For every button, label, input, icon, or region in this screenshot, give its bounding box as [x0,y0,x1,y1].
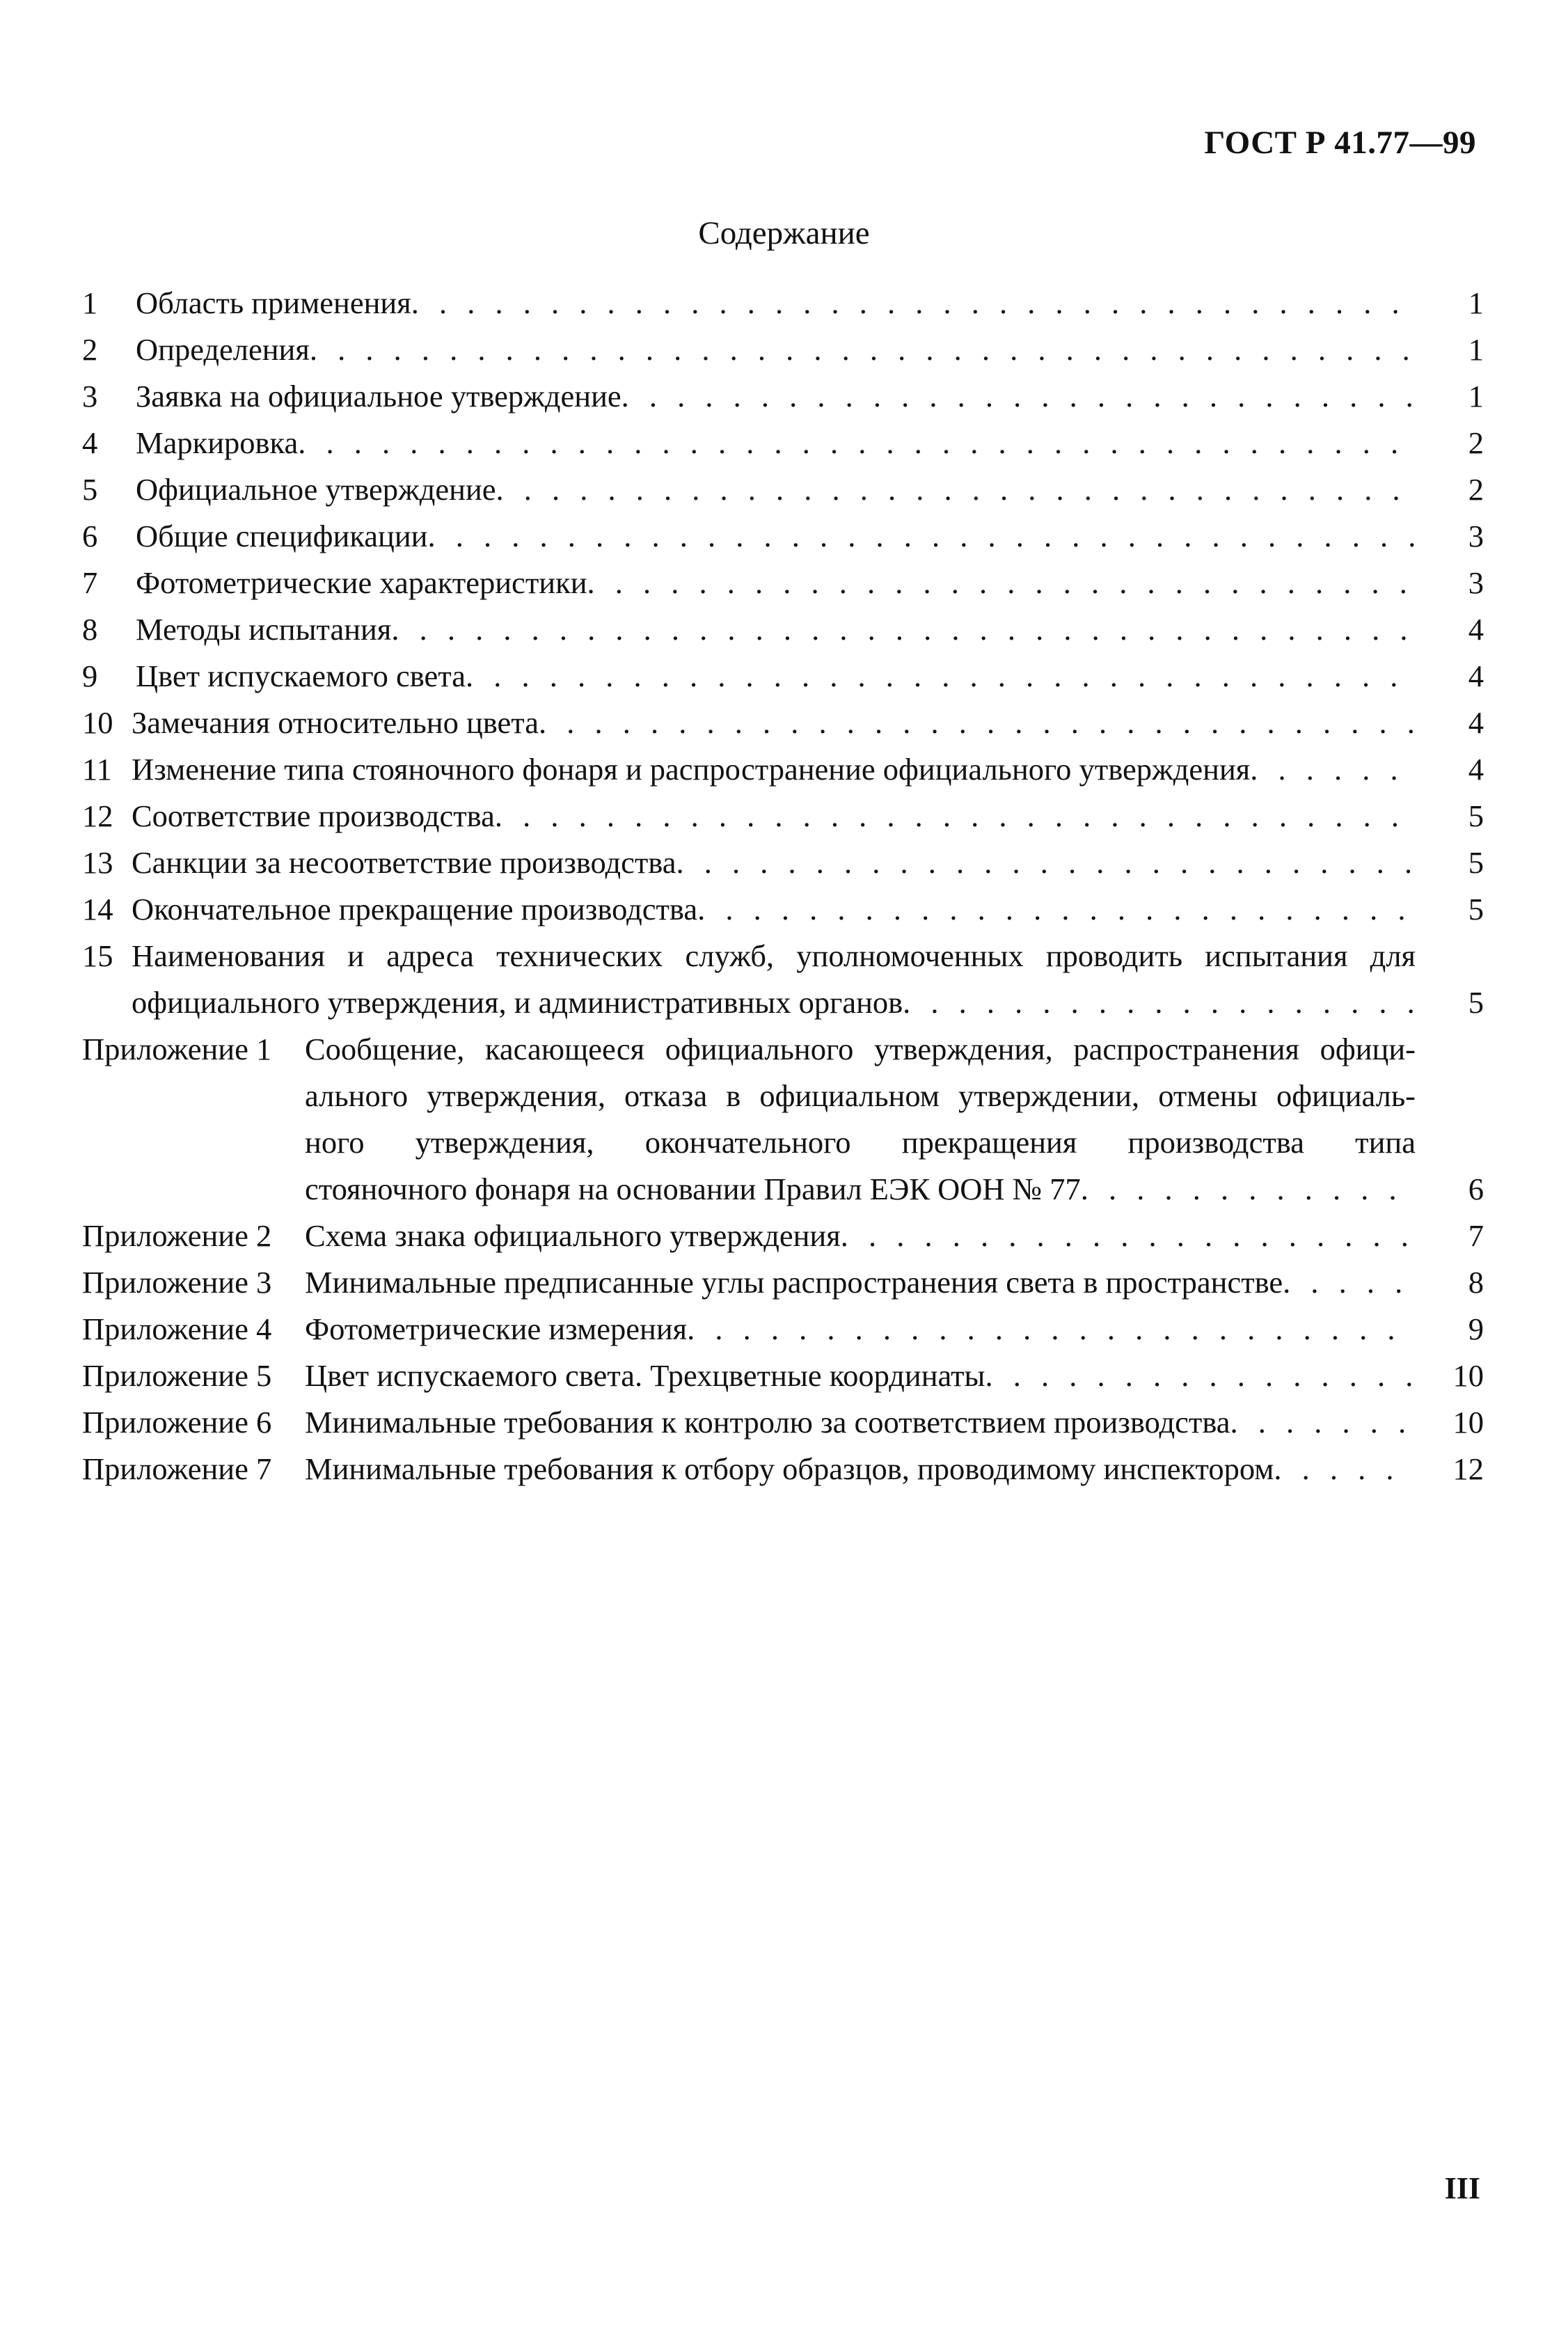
toc-title: Содержание [698,215,870,251]
entry-title: Определения [136,332,310,367]
dot-leader [466,653,1416,700]
entry-number: 9 [82,659,98,693]
entry-page: 5 [1468,845,1484,880]
toc-appendix-4[interactable] [82,1306,1484,1353]
entry-number: 11 [82,752,112,787]
toc-entry-7[interactable] [82,560,1484,606]
dot-leader [411,280,1416,326]
entry-page: 8 [1468,1265,1484,1300]
entry-page: 3 [1468,519,1484,553]
entry-number: 7 [82,565,98,600]
entry-page: 5 [1468,892,1484,927]
toc-entry-4[interactable] [82,420,1484,466]
toc-entry-9[interactable] [82,653,1484,700]
toc-appendix-2[interactable] [82,1213,1484,1259]
entry-page: 10 [1452,1405,1484,1440]
table-of-contents [82,280,1484,1492]
entry-title: Фотометрические измерения [305,1311,688,1346]
toc-entry-5[interactable] [82,466,1484,513]
entry-page: 6 [1468,1172,1484,1206]
entry-title-line: стояночного фонаря на основании Правил ЕЭК ООН № 77 [305,1172,1081,1206]
entry-title: Область применения [136,285,411,320]
dot-leader [427,513,1416,560]
toc-entry-13[interactable] [82,840,1484,886]
entry-title: Фотометрические характеристики [136,565,587,600]
entry-page: 5 [1468,798,1484,833]
toc-entry-12[interactable] [82,793,1484,840]
appendix-number: Приложение 5 [82,1358,272,1393]
entry-page: 9 [1468,1311,1484,1346]
entry-number: 4 [82,425,98,460]
dot-leader [391,606,1416,653]
entry-title: Соответствие производства [132,798,495,833]
dot-leader [298,420,1416,466]
entry-title: Официальное утверждение [136,472,496,507]
toc-entry-3[interactable] [82,373,1484,420]
entry-title-line: официального утверждения, и административных органов [132,985,903,1020]
entry-number: 10 [82,705,113,740]
entry-title: Цвет испускаемого света. Трехцветные координаты [305,1358,985,1393]
dot-leader [621,373,1416,420]
entry-number: 14 [82,892,113,927]
entry-title: Замечания относительно цвета [132,705,539,740]
entry-page: 4 [1468,659,1484,693]
entry-number: 13 [82,845,113,880]
entry-number: 8 [82,612,98,647]
dot-leader [1250,746,1416,793]
dot-leader [1230,1399,1416,1446]
toc-appendix-6[interactable] [82,1399,1484,1446]
entry-page: 4 [1468,752,1484,787]
entry-number: 3 [82,379,98,413]
document-code: ГОСТ Р 41.77—99 [1204,125,1476,161]
dot-leader [310,326,1416,373]
entry-page: 12 [1452,1451,1484,1486]
appendix-number: Приложение 4 [82,1311,272,1346]
entry-page: 1 [1468,285,1484,320]
toc-entry-2[interactable] [82,326,1484,373]
toc-entry-15[interactable] [82,933,1484,1026]
entry-title: Санкции за несоответствие производства [132,845,676,880]
appendix-number: Приложение 2 [82,1218,272,1253]
entry-title: Минимальные требования к контролю за соответствием производства [305,1405,1230,1440]
entry-page: 10 [1452,1358,1484,1393]
entry-title: Методы испытания [136,612,392,647]
entry-page: 4 [1468,705,1484,740]
entry-page: 7 [1468,1218,1484,1253]
entry-page: 1 [1468,332,1484,367]
toc-appendix-3[interactable] [82,1259,1484,1306]
entry-title: Общие спецификации [136,519,428,553]
toc-appendix-5[interactable] [82,1353,1484,1399]
appendix-number: Приложение 1 [82,1032,272,1066]
dot-leader [985,1353,1416,1399]
entry-number: 12 [82,798,113,833]
toc-entry-11[interactable] [82,746,1484,793]
entry-number: 6 [82,519,98,553]
entry-title-line: ного утверждения, окончательного прекращения производства типа [305,1125,1416,1160]
dot-leader [587,560,1416,606]
toc-entry-6[interactable] [82,513,1484,560]
entry-title: Маркировка [136,425,299,460]
toc-entry-14[interactable] [82,886,1484,933]
page-number: III [1444,2171,1480,2205]
entry-title: Минимальные предписанные углы распространения света в пространстве [305,1265,1283,1300]
entry-page: 1 [1468,379,1484,413]
toc-appendix-1[interactable] [82,1026,1484,1213]
entry-page: 5 [1468,985,1484,1020]
dot-leader [495,793,1416,840]
dot-leader [496,466,1416,513]
entry-page: 4 [1468,612,1484,647]
entry-title: Заявка на официальное утверждение [136,379,621,413]
entry-title: Цвет испускаемого света [136,659,466,693]
appendix-number: Приложение 7 [82,1451,272,1486]
entry-title-line: ального утверждения, отказа в официальном утверждении, отмены официаль- [305,1078,1416,1113]
entry-page: 3 [1468,565,1484,600]
dot-leader [903,979,1416,1026]
toc-entry-8[interactable] [82,606,1484,653]
entry-number: 1 [82,285,98,320]
entry-title: Схема знака официального утверждения [305,1218,841,1253]
dot-leader [841,1213,1416,1259]
dot-leader [1283,1259,1416,1306]
dot-leader [1081,1166,1416,1213]
entry-number: 5 [82,472,98,507]
entry-number: 2 [82,332,98,367]
entry-title: Окончательное прекращение производства [132,892,698,927]
toc-entry-10[interactable] [82,700,1484,746]
entry-page: 2 [1468,472,1484,507]
dot-leader [1274,1446,1416,1492]
entry-number: 15 [82,938,113,973]
dot-leader [676,840,1416,886]
entry-title-line: Сообщение, касающееся официального утверждения, распространения офици- [305,1032,1416,1066]
entry-title-line: Наименования и адреса технических служб, уполномоченных проводить испытания для [132,938,1416,973]
toc-entry-1[interactable] [82,280,1484,326]
appendix-number: Приложение 3 [82,1265,272,1300]
toc-appendix-7[interactable] [82,1446,1484,1492]
dot-leader [697,886,1416,933]
dot-leader [539,700,1416,746]
entry-page: 2 [1468,425,1484,460]
appendix-number: Приложение 6 [82,1405,272,1440]
entry-title: Минимальные требования к отбору образцов, проводимому инспектором [305,1451,1274,1486]
dot-leader [687,1306,1416,1353]
entry-title: Изменение типа стояночного фонаря и распространение официального утверждения [132,752,1251,787]
